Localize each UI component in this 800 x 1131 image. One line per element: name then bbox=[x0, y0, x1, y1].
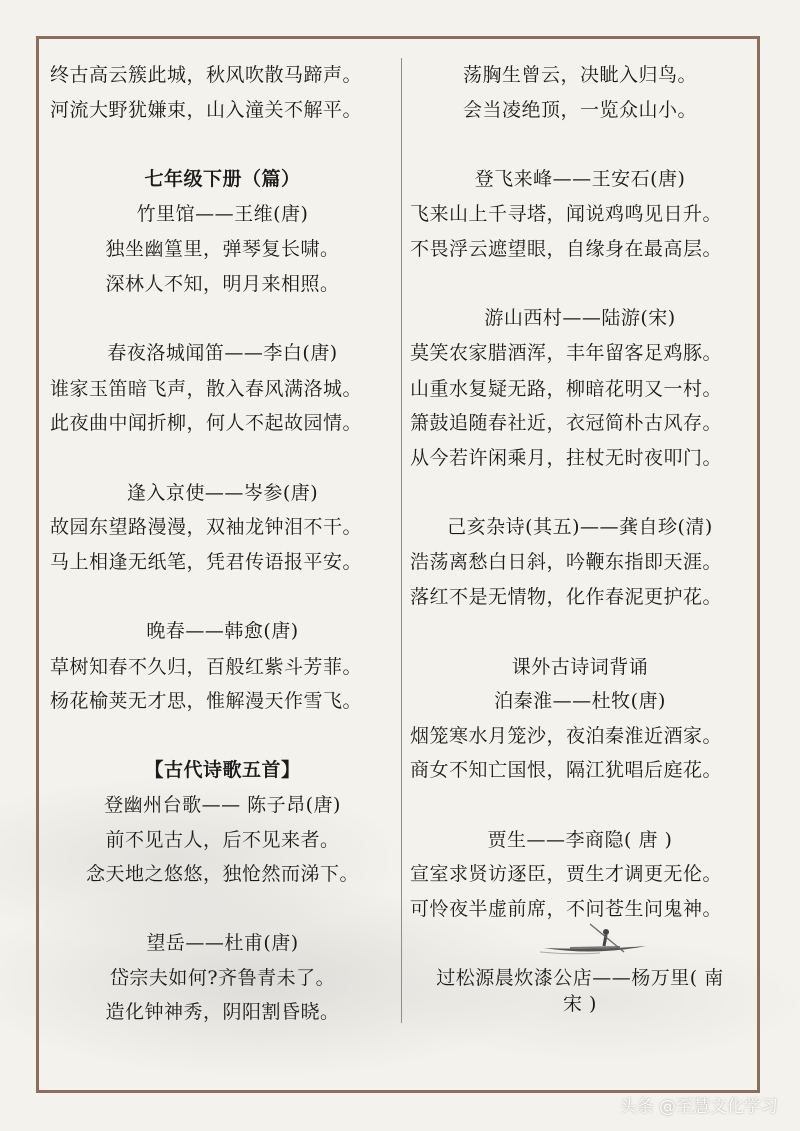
poem-line: 落红不是无情物，化作春泥更护花。 bbox=[410, 586, 723, 608]
poem-line: 浩荡离愁白日斜，吟鞭东指即天涯。 bbox=[410, 551, 723, 573]
section-heading: 课外古诗词背诵 bbox=[511, 656, 649, 678]
poem-line: 山重水复疑无路，柳暗花明又一村。 bbox=[410, 378, 723, 400]
poem-title: 游山西村——陆游(宋) bbox=[484, 307, 676, 329]
poem-line: 会当凌绝顶，一览众山小。 bbox=[462, 99, 697, 121]
poem-line: 终古高云簇此城，秋风吹散马蹄声。 bbox=[50, 64, 363, 86]
section-heading: 七年级下册（篇） bbox=[144, 168, 301, 190]
poem-title: 泊秦淮——杜牧(唐) bbox=[494, 690, 666, 712]
poem-line: 荡胸生曾云，决眦入归鸟。 bbox=[462, 64, 697, 86]
poem-title: 贾生——李商隐( 唐 ) bbox=[487, 829, 673, 851]
poem-title: 过松源晨炊漆公店——杨万里( 南 bbox=[436, 967, 724, 989]
watermark: 头条 @至慧文化学习 bbox=[619, 1097, 778, 1117]
poem-line: 可怜夜半虚前席，不问苍生问鬼神。 bbox=[410, 898, 723, 920]
poem-line: 不畏浮云遮望眼，自缘身在最高层。 bbox=[410, 238, 723, 260]
poem-line: 宣室求贤访逐臣，贾生才调更无伦。 bbox=[410, 863, 723, 885]
poem-line: 故园东望路漫漫，双袖龙钟泪不干。 bbox=[50, 516, 363, 538]
poem-line: 莫笑农家腊酒浑，丰年留客足鸡豚。 bbox=[410, 342, 723, 364]
poem-title: 竹里馆——王维(唐) bbox=[136, 203, 309, 225]
poem-title: 登飞来峰——王安石(唐) bbox=[474, 168, 686, 190]
poem-title: 望岳——杜甫(唐) bbox=[146, 932, 299, 954]
poem-line: 箫鼓追随春社近，衣冠简朴古风存。 bbox=[410, 412, 723, 434]
poem-line: 念天地之悠悠，独怆然而涕下。 bbox=[85, 863, 359, 885]
poem-line: 杨花榆荚无才思，惟解漫天作雪飞。 bbox=[50, 690, 363, 712]
poem-line: 草树知春不久归，百般红紫斗芳菲。 bbox=[50, 656, 363, 678]
poem-title: 宋 ) bbox=[563, 993, 597, 1015]
boat-icon bbox=[540, 922, 650, 956]
section-heading: 【古代诗歌五首】 bbox=[144, 759, 301, 781]
poem-title: 逢入京使——岑参(唐) bbox=[126, 482, 319, 504]
poem-line: 马上相逢无纸笔，凭君传语报平安。 bbox=[50, 551, 363, 573]
poem-line: 前不见古人，后不见来者。 bbox=[105, 829, 340, 851]
poem-title: 晚春——韩愈(唐) bbox=[146, 620, 299, 642]
column-divider bbox=[401, 58, 402, 1023]
poem-line: 独坐幽篁里，弹琴复长啸。 bbox=[105, 238, 340, 260]
poem-line: 深林人不知，明月来相照。 bbox=[105, 273, 340, 295]
poem-line: 商女不知亡国恨，隔江犹唱后庭花。 bbox=[410, 759, 723, 781]
poem-line: 造化钟神秀，阴阳割昏晓。 bbox=[105, 1001, 340, 1023]
poem-line: 飞来山上千寻塔，闻说鸡鸣见日升。 bbox=[410, 203, 723, 225]
poem-title: 己亥杂诗(其五)——龚自珍(清) bbox=[447, 516, 713, 538]
poem-line: 此夜曲中闻折柳，何人不起故园情。 bbox=[50, 412, 363, 434]
poem-title: 春夜洛城闻笛——李白(唐) bbox=[107, 342, 338, 364]
poem-line: 河流大野犹嫌束，山入潼关不解平。 bbox=[50, 99, 363, 121]
poem-title: 登幽州台歌—— 陈子昂(唐) bbox=[104, 794, 341, 816]
poem-line: 烟笼寒水月笼沙，夜泊秦淮近酒家。 bbox=[410, 725, 723, 747]
poem-line: 从今若许闲乘月，拄杖无时夜叩门。 bbox=[410, 447, 723, 469]
poem-line: 岱宗夫如何?齐鲁青未了。 bbox=[109, 967, 336, 989]
poem-line: 谁家玉笛暗飞声，散入春风满洛城。 bbox=[50, 378, 363, 400]
